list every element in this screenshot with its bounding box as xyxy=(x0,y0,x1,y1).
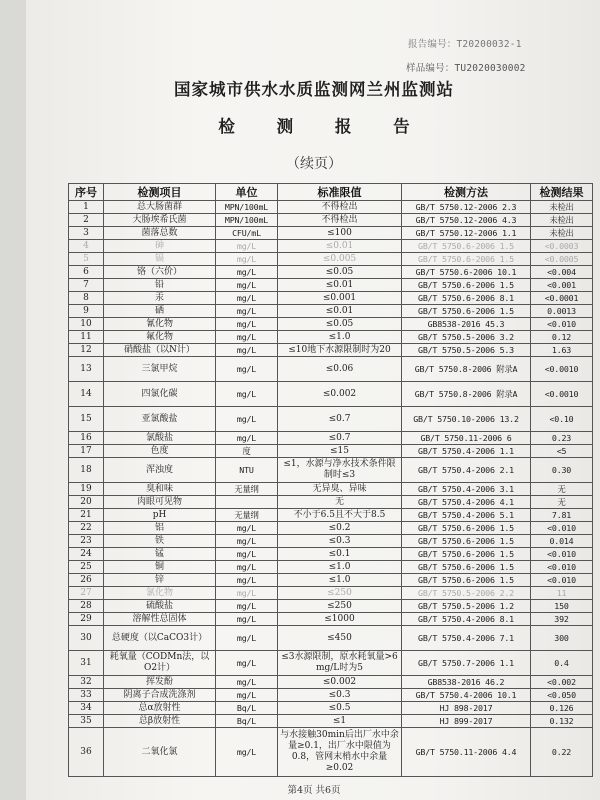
cell-unit: mg/L xyxy=(216,728,278,777)
table-row xyxy=(69,522,593,535)
cell-method: GB/T 5750.12-2006 1.1 xyxy=(402,227,531,240)
cell-unit: mg/L xyxy=(216,266,278,279)
cell-method: GB/T 5750.11-2006 6 xyxy=(402,432,531,445)
cell-unit: Bq/L xyxy=(216,715,278,728)
table-row xyxy=(69,509,593,522)
column-header-method: 检测方法 xyxy=(402,184,531,201)
cell-item: 硒 xyxy=(104,305,216,318)
cell-unit: mg/L xyxy=(216,676,278,689)
cell-item: 三氯甲烷 xyxy=(104,357,216,382)
column-header-unit: 单位 xyxy=(216,184,278,201)
table-row xyxy=(69,626,593,651)
cell-limit: ≤1.0 xyxy=(278,331,402,344)
cell-method: GB/T 5750.12-2006 2.3 xyxy=(402,201,531,214)
sample-number: 样品编号：TU2020030002 xyxy=(406,63,526,74)
cell-no: 27 xyxy=(69,587,104,600)
table-row xyxy=(69,689,593,702)
cell-no: 31 xyxy=(69,651,104,676)
cell-method: GB/T 5750.11-2006 4.4 xyxy=(402,728,531,777)
column-header-result: 检测结果 xyxy=(531,184,593,201)
cell-unit: Bq/L xyxy=(216,702,278,715)
cell-unit: mg/L xyxy=(216,651,278,676)
cell-item: 总β放射性 xyxy=(104,715,216,728)
table-row xyxy=(69,432,593,445)
cell-unit: mg/L xyxy=(216,600,278,613)
cell-item: 浑浊度 xyxy=(104,458,216,483)
cell-no: 5 xyxy=(69,253,104,266)
table-row xyxy=(69,483,593,496)
table-row xyxy=(69,561,593,574)
cell-unit: 度 xyxy=(216,445,278,458)
cell-item: 菌落总数 xyxy=(104,227,216,240)
cell-no: 35 xyxy=(69,715,104,728)
cell-no: 15 xyxy=(69,407,104,432)
cell-method: GB/T 5750.6-2006 1.5 xyxy=(402,535,531,548)
table-row xyxy=(69,587,593,600)
column-header-item: 检测项目 xyxy=(104,184,216,201)
cell-item: 砷 xyxy=(104,240,216,253)
table-row xyxy=(69,535,593,548)
cell-no: 26 xyxy=(69,574,104,587)
cell-item: 阴离子合成洗涤剂 xyxy=(104,689,216,702)
cell-limit: ≤250 xyxy=(278,587,402,600)
cell-limit: ≤0.05 xyxy=(278,266,402,279)
cell-unit: mg/L xyxy=(216,357,278,382)
cell-no: 32 xyxy=(69,676,104,689)
cell-unit: mg/L xyxy=(216,344,278,357)
cell-limit: ≤0.002 xyxy=(278,676,402,689)
cell-no: 16 xyxy=(69,432,104,445)
table-row xyxy=(69,305,593,318)
cell-result: 0.30 xyxy=(531,458,593,483)
cell-method: GB/T 5750.6-2006 8.1 xyxy=(402,292,531,305)
cell-limit: ≤1，水源与净水技术条件限制时≤3 xyxy=(278,458,402,483)
cell-limit: ≤0.01 xyxy=(278,279,402,292)
cell-result: 0.126 xyxy=(531,702,593,715)
cell-limit: 无 xyxy=(278,496,402,509)
cell-method: GB/T 5750.6-2006 1.5 xyxy=(402,561,531,574)
cell-result: 0.132 xyxy=(531,715,593,728)
cell-unit: mg/L xyxy=(216,561,278,574)
cell-result: <0.001 xyxy=(531,279,593,292)
cell-method: GB/T 5750.6-2006 1.5 xyxy=(402,574,531,587)
table-row xyxy=(69,676,593,689)
cell-unit: MPN/100mL xyxy=(216,214,278,227)
cell-unit: 无量纲 xyxy=(216,483,278,496)
cell-unit: MPN/100mL xyxy=(216,201,278,214)
table-row xyxy=(69,266,593,279)
cell-no: 1 xyxy=(69,201,104,214)
table-row xyxy=(69,702,593,715)
cell-result: <0.010 xyxy=(531,574,593,587)
cell-unit: mg/L xyxy=(216,331,278,344)
results-table xyxy=(68,183,593,777)
cell-item: 锌 xyxy=(104,574,216,587)
cell-item: 臭和味 xyxy=(104,483,216,496)
cell-method: GB/T 5750.6-2006 1.5 xyxy=(402,279,531,292)
cell-method: GB8538-2016 45.3 xyxy=(402,318,531,331)
cell-result: 300 xyxy=(531,626,593,651)
table-row xyxy=(69,214,593,227)
cell-item: 溶解性总固体 xyxy=(104,613,216,626)
cell-unit: mg/L xyxy=(216,548,278,561)
cell-result: 0.23 xyxy=(531,432,593,445)
cell-unit: CFU/mL xyxy=(216,227,278,240)
cell-no: 25 xyxy=(69,561,104,574)
cell-limit: ≤0.5 xyxy=(278,702,402,715)
cell-item: 氯化物 xyxy=(104,587,216,600)
table-row xyxy=(69,458,593,483)
cell-item: 镉 xyxy=(104,253,216,266)
cell-limit: ≤15 xyxy=(278,445,402,458)
cell-unit: mg/L xyxy=(216,574,278,587)
cell-item: 铅 xyxy=(104,279,216,292)
cell-result: <0.0010 xyxy=(531,357,593,382)
cell-unit: mg/L xyxy=(216,689,278,702)
cell-result: <0.050 xyxy=(531,689,593,702)
cell-limit: ≤0.3 xyxy=(278,535,402,548)
cell-limit: ≤250 xyxy=(278,600,402,613)
cell-result: 0.0013 xyxy=(531,305,593,318)
table-row xyxy=(69,496,593,509)
cell-item: 大肠埃希氏菌 xyxy=(104,214,216,227)
cell-limit: 不得检出 xyxy=(278,214,402,227)
cell-unit: mg/L xyxy=(216,613,278,626)
cell-no: 18 xyxy=(69,458,104,483)
table-row xyxy=(69,240,593,253)
table-row xyxy=(69,382,593,407)
organization-title: 国家城市供水水质监测网兰州监测站 xyxy=(174,80,454,99)
cell-limit: 不小于6.5且不大于8.5 xyxy=(278,509,402,522)
table-row xyxy=(69,445,593,458)
cell-no: 21 xyxy=(69,509,104,522)
cell-method: GB/T 5750.8-2006 附录A xyxy=(402,382,531,407)
cell-no: 19 xyxy=(69,483,104,496)
cell-no: 24 xyxy=(69,548,104,561)
cell-limit: ≤10地下水源限制时为20 xyxy=(278,344,402,357)
cell-result: <0.0010 xyxy=(531,382,593,407)
table-row xyxy=(69,407,593,432)
cell-unit: NTU xyxy=(216,458,278,483)
cell-unit: mg/L xyxy=(216,305,278,318)
table-row xyxy=(69,201,593,214)
cell-limit: ≤1.0 xyxy=(278,561,402,574)
cell-method: GB/T 5750.5-2006 3.2 xyxy=(402,331,531,344)
cell-limit: ≤100 xyxy=(278,227,402,240)
cell-method: GB/T 5750.4-2006 5.1 xyxy=(402,509,531,522)
cell-item: 耗氧量（CODMn法，以O2计） xyxy=(104,651,216,676)
cell-unit: mg/L xyxy=(216,626,278,651)
cell-no: 4 xyxy=(69,240,104,253)
cell-unit: mg/L xyxy=(216,253,278,266)
cell-limit: ≤1 xyxy=(278,715,402,728)
cell-result: 无 xyxy=(531,483,593,496)
table-row xyxy=(69,715,593,728)
cell-limit: ≤0.7 xyxy=(278,407,402,432)
cell-no: 8 xyxy=(69,292,104,305)
cell-limit: 与水接触30min后出厂水中余量≥0.1，出厂水中限值为0.8，管网末梢水中余量≥0.02 xyxy=(278,728,402,777)
cell-method: GB/T 5750.6-2006 1.5 xyxy=(402,522,531,535)
cell-method: HJ 898-2017 xyxy=(402,702,531,715)
cell-item: 硫酸盐 xyxy=(104,600,216,613)
table-row xyxy=(69,253,593,266)
cell-method: HJ 899-2017 xyxy=(402,715,531,728)
cell-method: GB/T 5750.4-2006 1.1 xyxy=(402,445,531,458)
cell-no: 30 xyxy=(69,626,104,651)
table-row xyxy=(69,548,593,561)
cell-no: 20 xyxy=(69,496,104,509)
cell-unit: mg/L xyxy=(216,318,278,331)
cell-limit: ≤0.1 xyxy=(278,548,402,561)
cell-limit: ≤0.005 xyxy=(278,253,402,266)
cell-no: 17 xyxy=(69,445,104,458)
cell-unit xyxy=(216,496,278,509)
table-row xyxy=(69,292,593,305)
cell-result: <0.0003 xyxy=(531,240,593,253)
cell-result: <0.0001 xyxy=(531,292,593,305)
cell-item: 总大肠菌群 xyxy=(104,201,216,214)
table-row xyxy=(69,357,593,382)
cell-item: 氯酸盐 xyxy=(104,432,216,445)
cell-item: 铝 xyxy=(104,522,216,535)
cell-item: 氰化物 xyxy=(104,318,216,331)
cell-limit: ≤0.002 xyxy=(278,382,402,407)
cell-item: 铁 xyxy=(104,535,216,548)
cell-limit: ≤3水源限制，原水耗氧量>6 mg/L时为5 xyxy=(278,651,402,676)
table-row xyxy=(69,574,593,587)
cell-method: GB/T 5750.4-2006 2.1 xyxy=(402,458,531,483)
cell-result: 0.014 xyxy=(531,535,593,548)
cell-result: 0.4 xyxy=(531,651,593,676)
cell-method: GB/T 5750.4-2006 8.1 xyxy=(402,613,531,626)
cell-limit: ≤1000 xyxy=(278,613,402,626)
cell-result: <0.010 xyxy=(531,548,593,561)
cell-limit: ≤0.3 xyxy=(278,689,402,702)
cell-no: 23 xyxy=(69,535,104,548)
cell-unit: mg/L xyxy=(216,240,278,253)
cell-no: 3 xyxy=(69,227,104,240)
cell-limit: ≤0.01 xyxy=(278,305,402,318)
cell-item: 肉眼可见物 xyxy=(104,496,216,509)
cell-limit: ≤0.01 xyxy=(278,240,402,253)
cell-item: 挥发酚 xyxy=(104,676,216,689)
cell-method: GB/T 5750.4-2006 10.1 xyxy=(402,689,531,702)
cell-result: <0.10 xyxy=(531,407,593,432)
cell-limit: 无异臭、异味 xyxy=(278,483,402,496)
cell-unit: mg/L xyxy=(216,587,278,600)
table-row xyxy=(69,344,593,357)
cell-method: GB/T 5750.5-2006 5.3 xyxy=(402,344,531,357)
cell-limit: ≤0.05 xyxy=(278,318,402,331)
cell-unit: mg/L xyxy=(216,432,278,445)
cell-method: GB/T 5750.12-2006 4.3 xyxy=(402,214,531,227)
cell-item: 色度 xyxy=(104,445,216,458)
cell-item: pH xyxy=(104,509,216,522)
cell-limit: ≤450 xyxy=(278,626,402,651)
cell-no: 11 xyxy=(69,331,104,344)
cell-no: 12 xyxy=(69,344,104,357)
table-row xyxy=(69,331,593,344)
cell-no: 2 xyxy=(69,214,104,227)
cell-no: 14 xyxy=(69,382,104,407)
cell-limit: ≤0.001 xyxy=(278,292,402,305)
cell-limit: ≤0.06 xyxy=(278,357,402,382)
cell-result: <0.0005 xyxy=(531,253,593,266)
cell-unit: mg/L xyxy=(216,522,278,535)
cell-result: 0.22 xyxy=(531,728,593,777)
table-row xyxy=(69,279,593,292)
table-header-row xyxy=(69,184,593,201)
cell-unit: mg/L xyxy=(216,407,278,432)
cell-method: GB/T 5750.4-2006 4.1 xyxy=(402,496,531,509)
cell-no: 34 xyxy=(69,702,104,715)
cell-item: 汞 xyxy=(104,292,216,305)
cell-method: GB/T 5750.6-2006 1.5 xyxy=(402,240,531,253)
cell-limit: ≤1.0 xyxy=(278,574,402,587)
cell-no: 6 xyxy=(69,266,104,279)
cell-method: GB8538-2016 46.2 xyxy=(402,676,531,689)
cell-result: <0.010 xyxy=(531,561,593,574)
cell-no: 22 xyxy=(69,522,104,535)
cell-method: GB/T 5750.6-2006 1.5 xyxy=(402,253,531,266)
cell-limit: 不得检出 xyxy=(278,201,402,214)
cell-result: 1.63 xyxy=(531,344,593,357)
cell-method: GB/T 5750.5-2006 2.2 xyxy=(402,587,531,600)
cell-result: 未检出 xyxy=(531,201,593,214)
cell-item: 铬（六价） xyxy=(104,266,216,279)
cell-result: 7.81 xyxy=(531,509,593,522)
column-header-no: 序号 xyxy=(69,184,104,201)
cell-no: 13 xyxy=(69,357,104,382)
cell-method: GB/T 5750.8-2006 附录A xyxy=(402,357,531,382)
cell-limit: ≤0.2 xyxy=(278,522,402,535)
cell-no: 10 xyxy=(69,318,104,331)
cell-result: <0.010 xyxy=(531,318,593,331)
cell-result: 未检出 xyxy=(531,227,593,240)
cell-item: 二氧化氯 xyxy=(104,728,216,777)
cell-result: 无 xyxy=(531,496,593,509)
report-number: 报告编号：T20200032-1 xyxy=(408,39,522,50)
cell-method: GB/T 5750.4-2006 7.1 xyxy=(402,626,531,651)
cell-method: GB/T 5750.7-2006 1.1 xyxy=(402,651,531,676)
report-page xyxy=(26,0,600,800)
cell-unit: 无量纲 xyxy=(216,509,278,522)
report-title: 检 测 报 告 xyxy=(218,117,428,136)
cell-item: 锰 xyxy=(104,548,216,561)
cell-item: 四氯化碳 xyxy=(104,382,216,407)
cell-unit: mg/L xyxy=(216,535,278,548)
table-row xyxy=(69,728,593,777)
cell-no: 9 xyxy=(69,305,104,318)
cell-unit: mg/L xyxy=(216,279,278,292)
cell-method: GB/T 5750.6-2006 1.5 xyxy=(402,548,531,561)
cell-no: 28 xyxy=(69,600,104,613)
cell-item: 总α放射性 xyxy=(104,702,216,715)
cell-result: <0.004 xyxy=(531,266,593,279)
table-row xyxy=(69,227,593,240)
cell-no: 33 xyxy=(69,689,104,702)
cell-item: 氟化物 xyxy=(104,331,216,344)
cell-unit: mg/L xyxy=(216,382,278,407)
cell-no: 29 xyxy=(69,613,104,626)
column-header-limit: 标准限值 xyxy=(278,184,402,201)
cell-method: GB/T 5750.10-2006 13.2 xyxy=(402,407,531,432)
cell-unit: mg/L xyxy=(216,292,278,305)
cell-item: 铜 xyxy=(104,561,216,574)
table-row xyxy=(69,318,593,331)
page-number: 第4页 共6页 xyxy=(287,785,341,796)
cell-limit: ≤0.7 xyxy=(278,432,402,445)
cell-item: 总硬度（以CaCO3计） xyxy=(104,626,216,651)
cell-no: 7 xyxy=(69,279,104,292)
cell-method: GB/T 5750.6-2006 1.5 xyxy=(402,305,531,318)
cell-result: <0.010 xyxy=(531,522,593,535)
cell-method: GB/T 5750.6-2006 10.1 xyxy=(402,266,531,279)
cell-method: GB/T 5750.4-2006 3.1 xyxy=(402,483,531,496)
cell-result: 392 xyxy=(531,613,593,626)
table-row xyxy=(69,600,593,613)
cell-result: 未检出 xyxy=(531,214,593,227)
cell-item: 亚氯酸盐 xyxy=(104,407,216,432)
cell-item: 硝酸盐（以N计） xyxy=(104,344,216,357)
cell-no: 36 xyxy=(69,728,104,777)
cell-method: GB/T 5750.5-2006 1.2 xyxy=(402,600,531,613)
table-row xyxy=(69,613,593,626)
table-row xyxy=(69,651,593,676)
cell-result: 0.12 xyxy=(531,331,593,344)
cell-result: <5 xyxy=(531,445,593,458)
cell-result: 150 xyxy=(531,600,593,613)
cell-result: 11 xyxy=(531,587,593,600)
continued-page-label: （续页） xyxy=(286,156,342,172)
cell-result: <0.002 xyxy=(531,676,593,689)
